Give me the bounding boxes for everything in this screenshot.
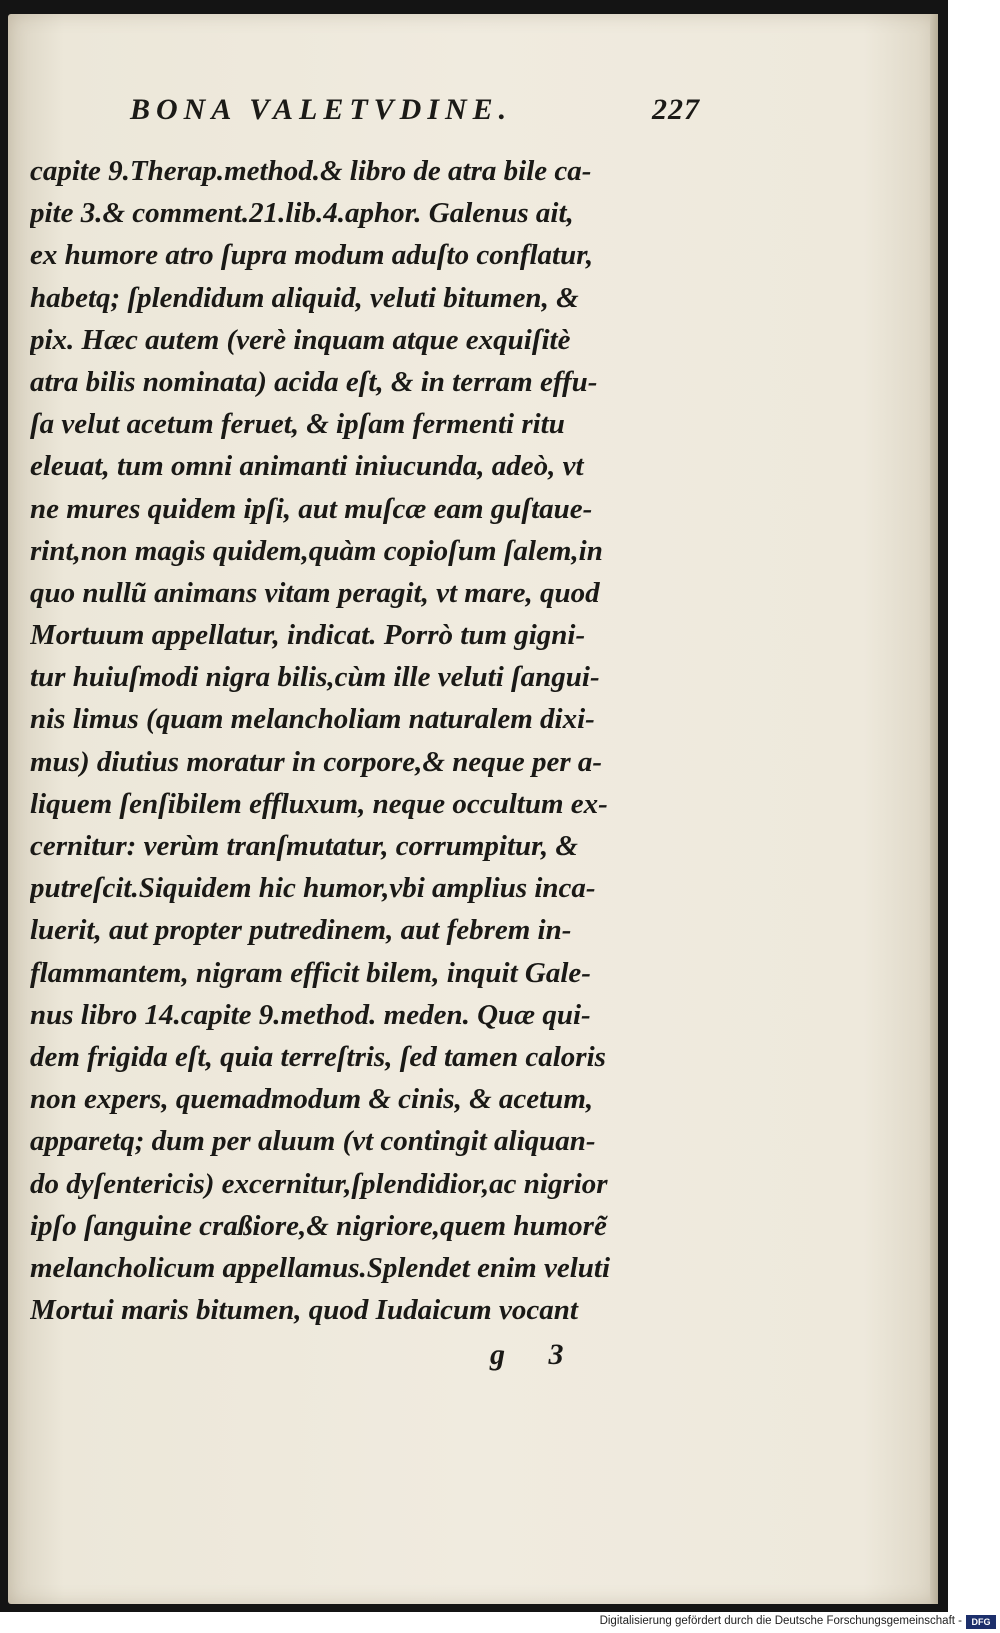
text-line: quo nullũ animans vitam peragit, vt mare, quod	[30, 576, 600, 609]
text-line: luerit, aut propter putredinem, aut febrem in-	[30, 914, 572, 947]
text-line: dem frigida eſt, quia terreſtris, ſed tamen caloris	[30, 1040, 606, 1073]
text-line: ipſo ſanguine craßiore,& nigriore,quem humorẽ	[30, 1209, 607, 1242]
text-line: do dyſentericis) excernitur,ſplendidior,ac nigrior	[30, 1167, 608, 1200]
body-text	[30, 150, 710, 1331]
text-line: melancholicum appellamus.Splendet enim veluti	[30, 1251, 611, 1284]
text-line: Mortuum appellatur, indicat. Porrò tum gigni-	[30, 619, 586, 652]
running-head: BONA VALETVDINE.	[130, 93, 513, 126]
dfg-logo: DFG	[966, 1615, 996, 1629]
text-line: rint,non magis quidem,quàm copioſum ſalem,in	[30, 534, 603, 567]
signature-mark: g 3	[490, 1338, 582, 1371]
text-line: Mortui maris bitumen, quod Iudaicum vocant	[30, 1294, 578, 1327]
page-edge	[930, 14, 938, 1604]
footer-bar	[0, 1612, 1000, 1633]
text-line: non expers, quemadmodum & cinis, & acetum,	[30, 1083, 594, 1116]
text-line: ex humore atro ſupra modum aduſto conflatur,	[30, 239, 594, 272]
text-line: atra bilis nominata) acida eſt, & in terram effu-	[30, 365, 598, 398]
text-line: flammantem, nigram efficit bilem, inquit Gale-	[30, 956, 591, 989]
text-line: tur huiuſmodi nigra bilis,cùm ille veluti ſangui-	[30, 661, 600, 694]
text-line: eleuat, tum omni animanti iniucunda, adeò, vt	[30, 450, 584, 483]
text-line: apparetq; dum per aluum (vt contingit aliquan-	[30, 1125, 596, 1158]
text-line: mus) diutius moratur in corpore,& neque per a-	[30, 745, 603, 778]
text-line: ne mures quidem ipſi, aut muſcæ eam guſtaue-	[30, 492, 593, 525]
text-line: cernitur: verùm tranſmutatur, corrumpitur, &	[30, 830, 578, 862]
text-line: habetq; ſplendidum aliquid, veluti bitumen, &	[30, 281, 579, 314]
text-line: ſa velut acetum feruet, & ipſam fermenti ritu	[30, 408, 565, 441]
folio-number: 227	[652, 93, 700, 126]
text-line: pix. Hæc autem (verè inquam atque exquiſitè	[30, 323, 571, 356]
text-line: liquem ſenſibilem effluxum, neque occultum ex-	[30, 787, 608, 820]
footer-credit: Digitalisierung gefördert durch die Deutsche Forschungsgemeinschaft -	[599, 1615, 962, 1627]
text-line: pite 3.& comment.21.lib.4.aphor. Galenus ait,	[30, 197, 574, 230]
text-line: nus libro 14.capite 9.method. meden. Quæ qui-	[30, 998, 591, 1031]
text-line: capite 9.Therap.method.& libro de atra bile ca-	[30, 155, 592, 187]
text-line: putreſcit.Siquidem hic humor,vbi amplius inca-	[30, 872, 596, 905]
text-line: nis limus (quam melancholiam naturalem dixi-	[30, 703, 595, 736]
